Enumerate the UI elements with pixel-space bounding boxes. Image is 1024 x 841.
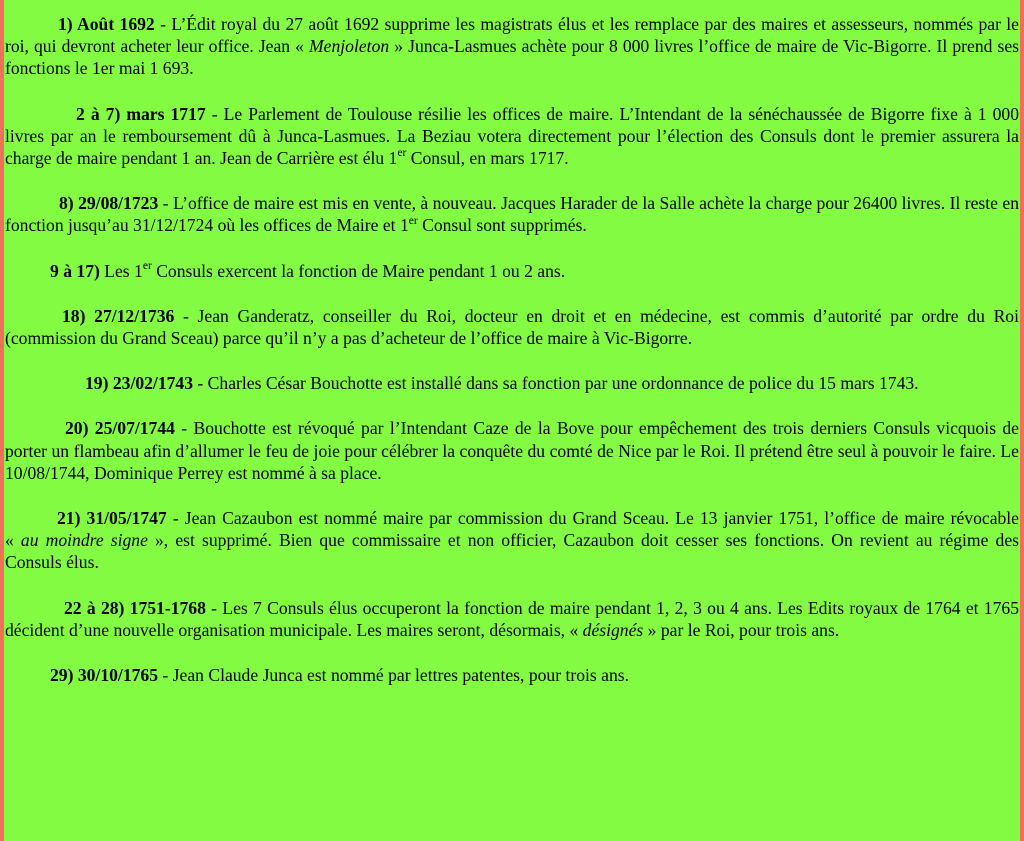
entry-text: Les 1 xyxy=(104,260,143,281)
ordinal-superscript: er xyxy=(408,214,418,227)
entry-text: Bouchotte est révoqué par l’Intendant Caze de la Bove pour empêchement des trois derniers Consuls vicquois de porter un flambeau afin d’allumer le feu de joie pour célébrer la conquête du comté de Nice par le Roi. Il prétend être seul à pouvoir le faire. Le 10/08/1744, Dominique Perrey est nommé à sa place. xyxy=(5,418,1019,483)
entry-heading: 8) 29/08/1723 xyxy=(59,193,159,214)
entry-text: Jean Ganderatz, conseiller du Roi, docteur en droit et en médecine, est commis d’autorité par ordre du Roi (commission du Grand Sceau) parce qu’il n’y a pas d’acheteur de l’office de maire à Vic-Bigorre. xyxy=(5,305,1019,349)
entry-heading: 29) 30/10/1765 xyxy=(50,665,159,686)
entry-consuls-9-17 xyxy=(5,260,1019,282)
separator: - xyxy=(174,305,198,326)
left-border xyxy=(0,0,4,841)
separator: - xyxy=(166,508,185,529)
document-body xyxy=(5,13,1019,686)
entry-text: Consul sont supprimés. xyxy=(417,215,587,236)
entry-heading: 9 à 17) xyxy=(50,260,100,281)
entry-text: », est supprimé. Bien que commissaire et non officier, Cazaubon doit cesser ses fonctions. On revient au régime des Consuls élus. xyxy=(5,530,1019,573)
entry-text: » Junca-Lasmues achète pour 8 000 livres l’office de maire de Vic-Bigorre. Il prend ses fonctions le 1er mai 1 693. xyxy=(5,36,1019,79)
entry-1743 xyxy=(5,372,1019,394)
separator: - xyxy=(154,14,172,34)
entry-emphasis: au moindre signe xyxy=(20,530,148,551)
entry-heading: 19) 23/02/1743 xyxy=(85,373,194,394)
entry-text: Charles César Bouchotte est installé dans sa fonction par une ordonnance de police du 15 mars 1743. xyxy=(207,373,919,394)
entry-text: L’office de maire est mis en vente, à nouveau. Jacques Harader de la Salle achète la charge pour 26400 livres. Il reste en fonction jusqu’au 31/12/1724 où les offices de Maire et 1 xyxy=(5,193,1019,236)
separator: - xyxy=(158,665,173,686)
entry-1736 xyxy=(5,305,1019,349)
entry-1717 xyxy=(5,103,1019,170)
entry-1723 xyxy=(5,192,1019,236)
entry-heading: 18) 27/12/1736 xyxy=(62,305,175,326)
entry-heading: 21) 31/05/1747 xyxy=(57,508,167,529)
ordinal-superscript: er xyxy=(397,147,407,160)
entry-text: L’Édit royal du 27 août 1692 supprime les magistrats élus et les remplace par des maires et assesseurs, nommés par le roi, qui devront acheter leur office. Jean « xyxy=(5,14,1019,57)
entry-text: Consuls exercent la fonction de Maire pendant 1 ou 2 ans. xyxy=(151,260,566,281)
ordinal-superscript: er xyxy=(142,259,152,272)
entry-text: Les 7 Consuls élus occuperont la fonction de maire pendant 1, 2, 3 ou 4 ans. Les Edits royaux de 1764 et 1765 décident d’une nouvelle organisation municipale. Les maires seront, désormais, « xyxy=(5,597,1019,640)
entry-text: » par le Roi, pour trois ans. xyxy=(643,619,840,640)
right-border xyxy=(1020,0,1024,841)
entry-emphasis: désignés xyxy=(582,619,644,640)
entry-text: Jean Cazaubon est nommé maire par commission du Grand Sceau. Le 13 janvier 1751, l’office de maire révocable « xyxy=(5,508,1019,551)
entry-text: Le Parlement de Toulouse résilie les offices de maire. L’Intendant de la sénéchaussée de Bigorre fixe à 1 000 livres par an le remboursement dû à Junca-Lasmues. La Beziau votera directement pour l’élection des Consuls dont le premier assurera la charge de maire pendant 1 an. Jean de Carrière est élu 1 xyxy=(5,103,1020,169)
entry-heading: 20) 25/07/1744 xyxy=(65,418,175,439)
entry-heading: 2 à 7) mars 1717 xyxy=(76,103,206,124)
entry-1747 xyxy=(5,507,1019,574)
entry-1692 xyxy=(5,13,1019,80)
separator: - xyxy=(193,373,208,394)
entry-1751-1768 xyxy=(5,597,1019,641)
separator: - xyxy=(205,597,223,618)
entry-1744 xyxy=(5,417,1019,484)
entry-heading: 22 à 28) 1751-1768 xyxy=(64,597,206,618)
entry-text: Jean Claude Junca est nommé par lettres patentes, pour trois ans. xyxy=(172,665,630,686)
separator: - xyxy=(205,103,224,124)
entry-heading: 1) Août 1692 xyxy=(58,14,155,34)
entry-text: Consul, en mars 1717. xyxy=(406,148,569,169)
separator: - xyxy=(174,418,194,439)
entry-1765 xyxy=(5,664,1019,686)
entry-emphasis: Menjoleton xyxy=(309,36,390,57)
separator: - xyxy=(158,193,173,214)
